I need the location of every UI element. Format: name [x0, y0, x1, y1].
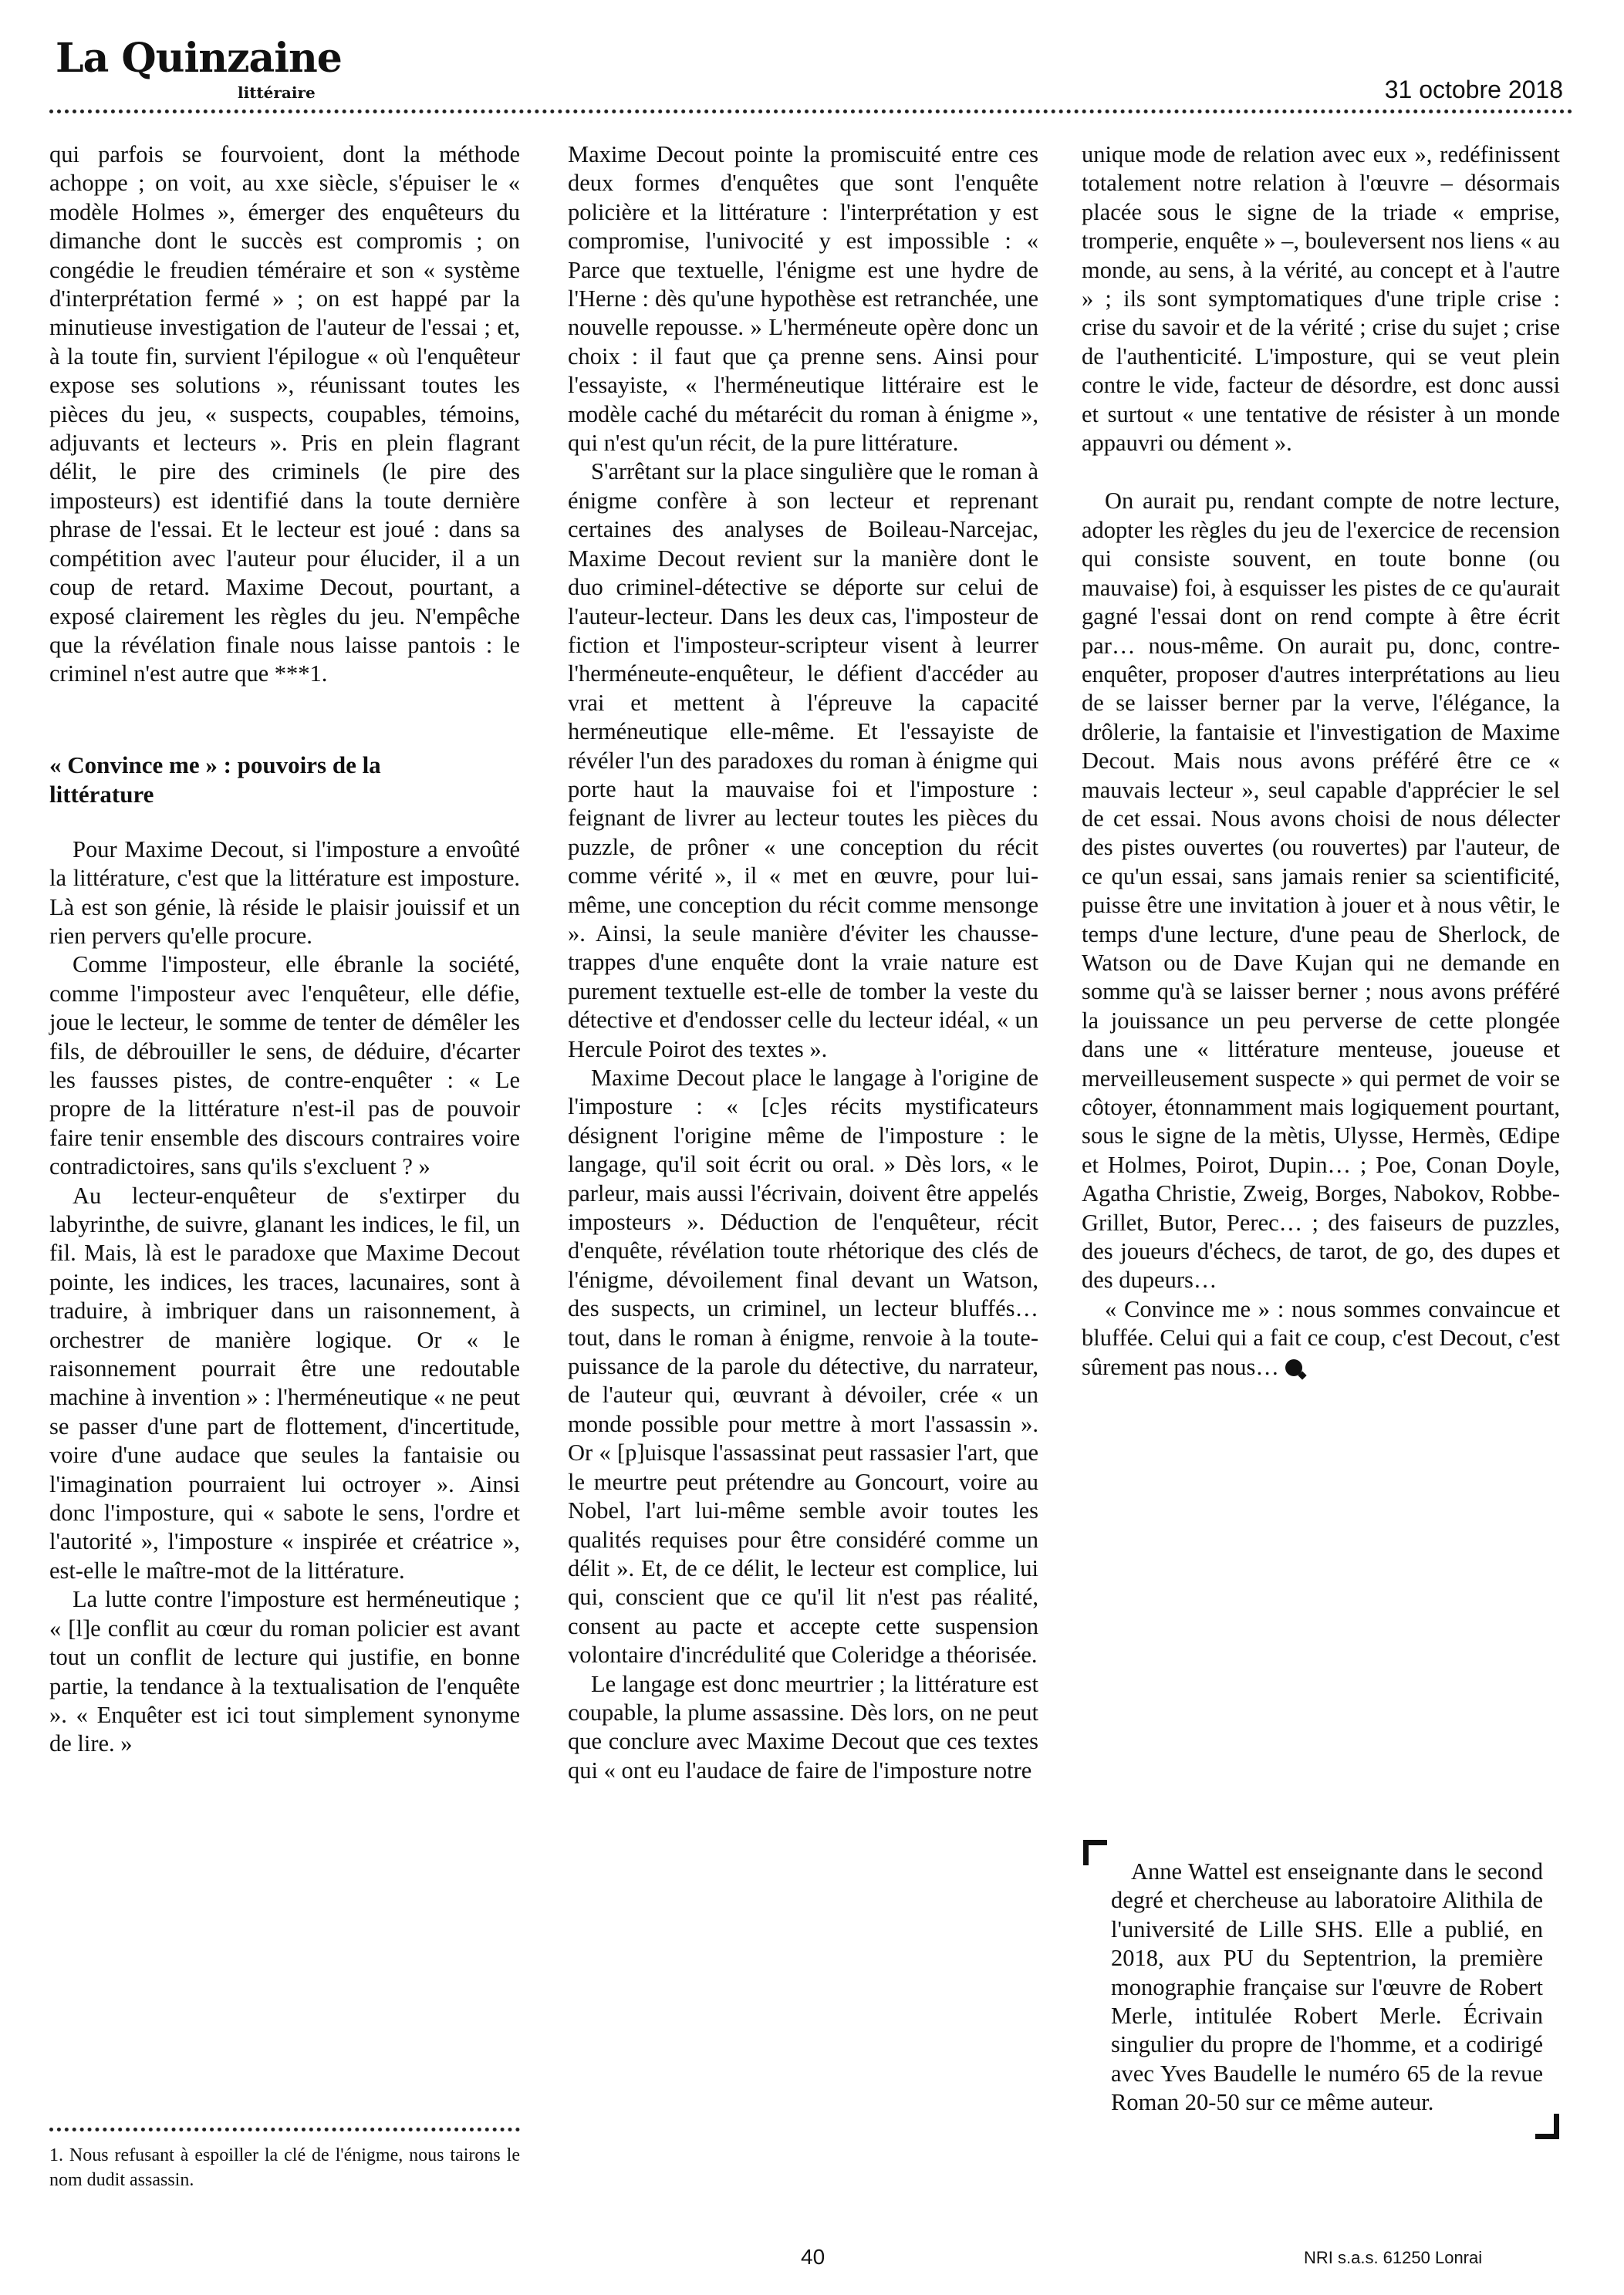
paragraph: S'arrêtant sur la place singulière que le roman à énigme confère à son lecteur et reprenant certaines des analyses de Boileau-Narcejac, Maxime Decout revient sur la manière dont le duo criminel-détective se déporte sur celui de l'auteur-lecteur. Dans les deux cas, l'imposteur de fiction et l'imposteur-scripteur visent à leurrer l'herméneute-enquêteur, le défient d'accéder au vrai et mettent à l'épreuve la capacité herméneutique elle-même. Et l'essayiste de révéler l'un des paradoxes du roman à énigme qui porte haut la mauvaise foi et l'imposture : feignant de livrer au lecteur toutes les pièces du puzzle, de prôner « une conception du récit comme vérité », il « met en œuvre, pour lui-même, une conception du récit comme mensonge ». Ainsi, la seule manière d'éviter les chausse-trappes d'une enquête dont la vraie nature est purement textuelle est-elle de tomber la veste du détective et d'endosser celle du lecteur idéal, « un Hercule Poirot des textes ».: [568, 458, 1038, 1062]
article-column-2: [568, 140, 1038, 1785]
paragraph: La lutte contre l'imposture est herméneutique ; « [l]e conflit au cœur du roman policier est avant tout un conflit de lecture qui justifie, en bonne partie, la tendance à la textualisation de l'enquête ». « Enquêter est ici tout simplement synonyme de lire. »: [49, 1586, 520, 1757]
quinzaine-q-icon: [1285, 1359, 1302, 1376]
logo-subtitle: littéraire: [238, 83, 316, 102]
masthead-logo: [56, 35, 342, 102]
section-heading-line-2: littérature: [49, 780, 154, 808]
section-heading: [49, 751, 520, 809]
paragraph: Au lecteur-enquêteur de s'extirper du labyrinthe, de suivre, glanant les indices, le fil, un fil. Mais, là est le paradoxe que Maxime Decout pointe, les indices, les traces, lacunaires, sont à traduire, à imbriquer dans un raisonnement, à orchestrer de manière logique. Or « le raisonnement pourrait être une redoutable machine à invention » : l'herméneutique « ne peut se passer d'une part de flottement, d'incertitude, voire d'une audace que seules la fantaisie ou l'imagination pourraient lui octroyer ». Ainsi donc l'imposture, qui « sabote le sens, l'ordre et l'autorité », l'imposture « inspirée et créatrice », est-elle le maître-mot de la littérature.: [49, 1182, 520, 1584]
article-column-1: [49, 140, 520, 1759]
paragraph-closing: [1082, 1295, 1560, 1382]
article-column-3: [1082, 140, 1560, 1382]
paragraph: Pour Maxime Decout, si l'imposture a envoûté la littérature, c'est que la littérature est imposture. Là est son génie, là réside le plaisir jouissif et un rien pervers qu'elle procure.: [49, 835, 520, 949]
page-number: 40: [801, 2245, 826, 2269]
page-header: [56, 29, 1568, 114]
section-heading-line-1: « Convince me » : pouvoirs de la: [49, 751, 381, 778]
paragraph: Comme l'imposteur, elle ébranle la société, comme l'imposteur avec l'enquêteur, elle défie, joue le lecteur, le somme de tenter de démêler les fils, de débrouiller le sens, de déduire, d'écarter les fausses pistes, de contre-enquêter : « Le propre de la littérature n'est-il pas de pouvoir faire tenir ensemble des discours contraires voire contradictoires, sans qu'ils s'excluent ? »: [49, 951, 520, 1180]
paragraph: unique mode de relation avec eux », redéfinissent totalement notre relation à l'œuvre – désormais placée sous le signe de la triade « emprise, tromperie, enquête » –, bouleversent nos liens « au monde, au sens, à la vérité, au concept et à l'autre » ; ils sont symptomatiques d'une triple crise : crise du savoir et de la vérité ; crise du sujet ; crise de l'authenticité. L'imposture, qui se veut plein contre le vide, facteur de désordre, est donc aussi et surtout « une tentative de résister à un monde appauvri ou dément ».: [1082, 141, 1560, 457]
logo-title: La Quinzaine: [56, 35, 342, 82]
footnote: 1. Nous refusant à espoiller la clé de l'énigme, nous tairons le nom dudit assassin.: [49, 2145, 520, 2190]
author-bio-text: Anne Wattel est enseignante dans le second degré et chercheuse au laboratoire Alithila de l'université de Lille SHS. Elle a publié, en 2018, aux PU du Septentrion, la première monographie française sur l'œuvre de Robert Merle, intitulée Robert Merle. Écrivain singulier du propre de l'homme, et a codirigé avec Yves Baudelle le numéro 65 de la revue Roman 20-50 sur ce même auteur.: [1111, 1858, 1543, 2116]
paragraph: Le langage est donc meurtrier ; la littérature est coupable, la plume assassine. Dès lors, on ne peut que conclure avec Maxime Decout que ces textes qui « ont eu l'audace de faire de l'imposture notre: [568, 1670, 1038, 1784]
bio-corner-top-left: [1083, 1840, 1107, 1865]
author-bio: [1111, 1858, 1543, 2118]
header-divider: [49, 110, 1573, 113]
bio-corner-bottom-right: [1535, 2114, 1559, 2139]
paragraph: Maxime Decout place le langage à l'origine de l'imposture : « [c]es récits mystificateurs désignent l'origine même de l'imposture : le langage, qu'il soit écrit ou oral. » Dès lors, « le parleur, mais aussi l'écrivain, doivent être appelés imposteurs ». Déduction de l'enquêteur, récit d'enquête, révélation toute rhétorique des clés de l'énigme, dévoilement final devant un Watson, des suspects, un criminel, un lecteur bluffés… tout, dans le roman à énigme, renvoie à la toute-puissance de la parole du détective, du narrateur, de l'auteur qui, œuvrant à dévoiler, crée « un monde possible pour mettre à mort l'assassin ». Or « [p]uisque l'assassinat peut rassasier l'art, que le meurtre peut prétendre au Goncourt, voire au Nobel, l'art lui-même semble avoir toutes les qualités requises pour être considéré comme un délit ». Et, de ce délit, le lecteur est complice, lui qui, conscient que ce qu'il lit n'est pas réalité, consent au pacte et accepte cette suspension volontaire d'incrédulité que Coleridge a théorisée.: [568, 1065, 1038, 1669]
closing-text: « Convince me » : nous sommes convaincue et bluffée. Celui qui a fait ce coup, c'est Decout, c'est sûrement pas nous…: [1082, 1295, 1560, 1380]
printer-credit: NRI s.a.s. 61250 Lonrai: [1304, 2248, 1483, 2267]
paragraph: On aurait pu, rendant compte de notre lecture, adopter les règles du jeu de l'exercice de recension qui consiste souvent, en toute bonne (ou mauvaise) foi, à esquisser les pistes de ce qu'aurait gagné l'essai dont on rend compte à être écrit par… nous-même. On aurait pu, donc, contre-enquêter, proposer d'autres interprétations au lieu de se laisser berner par la verve, l'élégance, la drôlerie, la fantaisie et l'investigation de Maxime Decout. Mais nous avons préféré être ce « mauvais lecteur », seul capable d'apprécier le sel de cet essai. Nous avons choisi de nous délecter des pistes ouvertes (ou rouvertes) par l'auteur, de ce qu'un essai, sans jamais renier sa scientificité, puisse être une invitation à jouer et à nous vêtir, le temps d'une lecture, d'une peau de Sherlock, de Watson ou de Dave Kujan qui ne demande en somme qu'à se laisser berner ; nous avons préféré la jouissance un peu perverse de cette plongée dans une « littérature menteuse, joueuse et merveilleusement suspecte » qui permet de voir se côtoyer, étonnamment mais logiquement pourtant, sous le signe de la mètis, Ulysse, Hermès, Œdipe et Holmes, Poirot, Dupin… ; Poe, Conan Doyle, Agatha Christie, Zweig, Borges, Nabokov, Robbe-Grillet, Butor, Perec… ; des faiseurs de puzzles, des joueurs d'échecs, de tarot, de go, des dupes et des dupeurs…: [1082, 488, 1560, 1294]
paragraph: Maxime Decout pointe la promiscuité entre ces deux formes d'enquêtes que sont l'enquête policière et la littérature : l'interprétation y est compromise, l'univocité y est impossible : « Parce que textuelle, l'énigme est une hydre de l'Herne : dès qu'une hypothèse est retranchée, une nouvelle repousse. » L'herméneute opère donc un choix : il faut que ça prenne sens. Ainsi pour l'essayiste, « l'herméneutique littéraire est le modèle caché du métarécit du roman à énigme », qui n'est qu'un récit, de la pure littérature.: [568, 141, 1038, 457]
issue-date: 31 octobre 2018: [1384, 76, 1563, 103]
paragraph: qui parfois se fourvoient, dont la méthode achoppe ; on voit, au xxe siècle, s'épuiser le « modèle Holmes », émerger des enquêteurs du dimanche dont le succès est compromis ; on congédie le freudien téméraire et son « système d'interprétation fermé » ; on est happé par la minutieuse investigation de l'auteur de l'essai ; et, à la toute fin, survient l'épilogue « où l'enquêteur expose ses solutions », réunissant toutes les pièces du jeu, « suspects, coupables, témoins, adjuvants et lecteurs ». Pris en plein flagrant délit, le pire des criminels (le pire des imposteurs) est identifié dans la toute dernière phrase de l'essai. Et le lecteur est joué : dans sa compétition avec l'auteur pour élucider, il a un coup de retard. Maxime Decout, pourtant, a exposé clairement les règles du jeu. N'empêche que la révélation finale nous laisse pantois : le criminel n'est autre que ***1.: [49, 141, 520, 687]
footnote-divider: [49, 2128, 520, 2131]
